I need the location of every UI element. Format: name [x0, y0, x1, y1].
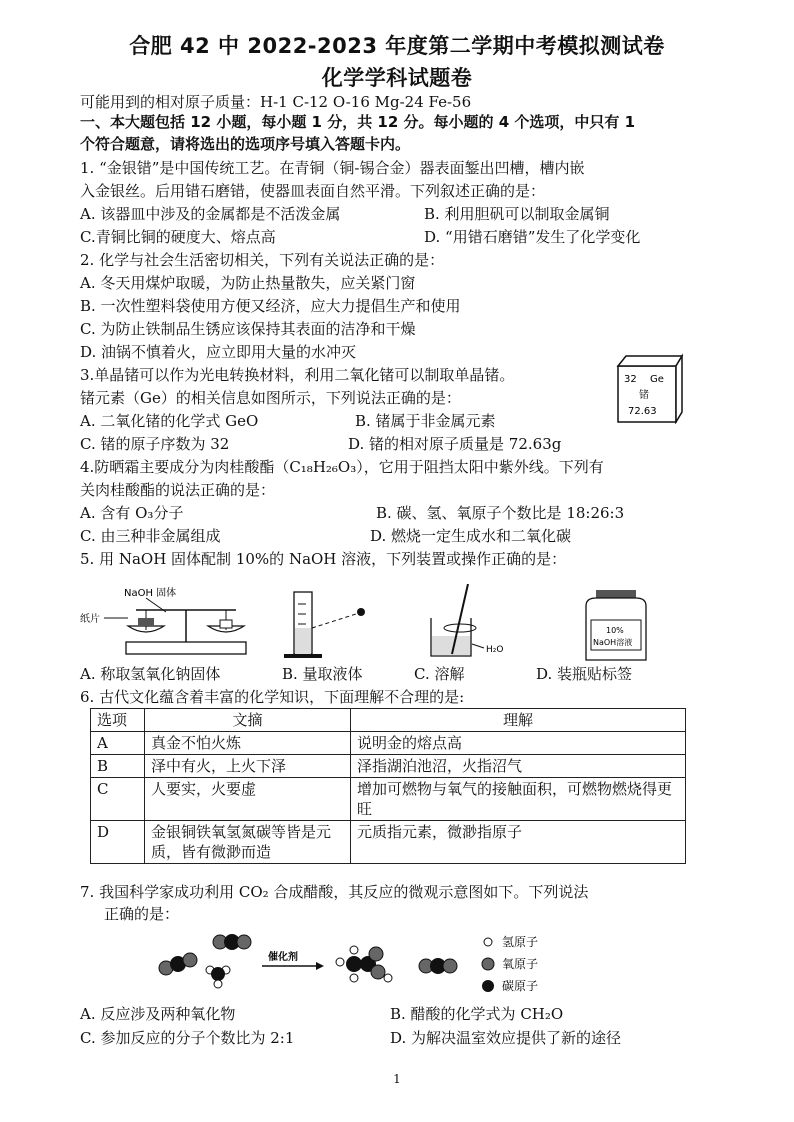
q4-stem-2: 关肉桂酸酯的说法正确的是：	[80, 481, 276, 499]
co2-molecule-icon	[213, 934, 251, 950]
q1-option-c: C.青铜比铜的硬度大、熔点高	[80, 228, 276, 246]
atomic-mass-line: 可能用到的相对原子质量：H-1 C-12 O-16 Mg-24 Fe-56	[80, 93, 472, 111]
q1-option-a: A. 该器皿中涉及的金属都是不活泼金属	[80, 205, 341, 223]
table-cell: 人要实，火要虚	[145, 778, 351, 821]
element-symbol: Ge	[650, 374, 664, 385]
balance-icon	[80, 586, 246, 654]
beaker-stirring-icon	[431, 584, 503, 656]
q3-stem-2: 锗元素（Ge）的相关信息如图所示，下列说法正确的是：	[80, 389, 461, 407]
q7-option-b: B. 醋酸的化学式为 CH₂O	[390, 1005, 564, 1023]
table-header-row	[91, 709, 686, 732]
q5-apparatus-figure	[76, 584, 696, 664]
q7-option-a: A. 反应涉及两种氧化物	[80, 1005, 236, 1023]
table-cell: B	[91, 755, 145, 778]
table-cell: C	[91, 778, 145, 821]
co2-molecule-icon	[159, 953, 197, 975]
q2-option-c: C. 为防止铁制品生锈应该保持其表面的洁净和干燥	[80, 320, 416, 338]
q3-option-d: D. 锗的相对原子质量是 72.63g	[348, 435, 562, 453]
q2-option-a: A. 冬天用煤炉取暖，为防止热量散失，应关紧门窗	[80, 274, 416, 292]
q7-stem-1: 7. 我国科学家成功利用 CO₂ 合成醋酸，其反应的微观示意图如下。下列说法	[80, 883, 589, 901]
q1-stem-2: 入金银丝。后用错石磨错，使器皿表面自然平滑。下列叙述正确的是：	[80, 182, 546, 200]
paper-label: 纸片	[80, 614, 100, 625]
q5-stem: 5. 用 NaOH 固体配制 10%的 NaOH 溶液，下列装置或操作正确的是：	[80, 550, 567, 568]
q7-stem-2: 正确的是：	[104, 905, 180, 923]
q1-option-d: D. “用错石磨错”发生了化学变化	[424, 228, 641, 246]
q1-stem-1: 1. “金银错”是中国传统工艺。在青铜（铜-锡合金）器表面錾出凹槽，槽内嵌	[80, 159, 585, 177]
table-header-cell: 选项	[91, 709, 145, 732]
q7-option-c: C. 参加反应的分子个数比为 2:1	[80, 1029, 295, 1047]
q5-option-c: C. 溶解	[414, 665, 465, 683]
q4-option-b: B. 碳、氢、氧原子个数比是 18:26:3	[376, 504, 625, 522]
q1-option-b: B. 利用胆矾可以制取金属铜	[424, 205, 610, 223]
q3-stem-1: 3.单晶锗可以作为光电转换材料，利用二氧化锗可以制取单晶锗。	[80, 366, 515, 384]
table-cell: 说明金的熔点高	[351, 732, 686, 755]
q6-stem: 6. 古代文化蕴含着丰富的化学知识，下面理解不合理的是:	[80, 688, 465, 706]
naoh-solid-label: NaOH 固体	[124, 588, 177, 599]
q7-reaction-diagram	[150, 928, 590, 998]
exam-subtitle: 化学学科试题卷	[321, 66, 473, 90]
oxygen-legend-icon	[482, 958, 494, 970]
catalyst-label: 催化剂	[268, 952, 298, 963]
graduated-cylinder-icon	[284, 592, 365, 658]
section-instructions-1: 一、本大题包括 12 小题，每小题 1 分，共 12 分。每小题的 4 个选项，中只有 1	[80, 113, 636, 131]
q3-option-a: A. 二氧化锗的化学式 GeO	[80, 412, 259, 430]
q5-option-a: A. 称取氢氧化钠固体	[80, 665, 221, 683]
q4-stem-1: 4.防晒霜主要成分为肉桂酸酯（C₁₈H₂₆O₃），它用于阻挡太阳中紫外线。下列有	[80, 458, 604, 476]
legend-oxygen: 氧原子	[502, 957, 539, 971]
q3-option-b: B. 锗属于非金属元素	[355, 412, 496, 430]
q5-option-b: B. 量取液体	[282, 665, 363, 683]
q7-option-d: D. 为解决温室效应提供了新的途径	[390, 1029, 622, 1047]
table-header-cell: 文摘	[145, 709, 351, 732]
table-cell: 泽中有火，上火下泽	[145, 755, 351, 778]
table-header-cell: 理解	[351, 709, 686, 732]
table-cell: 金银铜铁氧氢氮碳等皆是元质，皆有微渺而造	[145, 821, 351, 864]
table-cell: 增加可燃物与氧气的接触面积，可燃物燃烧得更旺	[351, 778, 686, 821]
table-cell: 元质指元素，微渺指原子	[351, 821, 686, 864]
ch4-molecule-icon	[206, 966, 230, 988]
table-cell: 真金不怕火炼	[145, 732, 351, 755]
water-label: H₂O	[486, 645, 504, 655]
q2-option-d: D. 油锅不慎着火，应立即用大量的水冲灭	[80, 343, 357, 361]
q6-table	[90, 708, 686, 864]
carbon-legend-icon	[482, 980, 494, 992]
q4-option-d: D. 燃烧一定生成水和二氧化碳	[370, 527, 572, 545]
element-name: 锗	[639, 390, 649, 401]
q2-option-b: B. 一次性塑料袋使用方便又经济，应大力提倡生产和使用	[80, 297, 461, 315]
bottle-label-percent: 10%	[606, 626, 624, 635]
q2-stem: 2. 化学与社会生活密切相关，下列有关说法正确的是：	[80, 251, 445, 269]
legend-hydrogen: 氢原子	[502, 935, 539, 949]
table-cell: 泽指湖泊池沼，火指沼气	[351, 755, 686, 778]
q3-option-c: C. 锗的原子序数为 32	[80, 435, 230, 453]
element-number: 32	[624, 374, 637, 385]
co2-molecule-icon	[419, 958, 457, 974]
page-number: 1	[393, 1072, 401, 1086]
q4-option-c: C. 由三种非金属组成	[80, 527, 221, 545]
hydrogen-legend-icon	[484, 938, 492, 946]
table-row	[91, 755, 686, 778]
q4-option-a: A. 含有 O₃分子	[80, 504, 184, 522]
table-cell: A	[91, 732, 145, 755]
exam-title: 合肥 42 中 2022-2023 年度第二学期中考模拟测试卷	[129, 34, 665, 58]
q5-option-d: D. 装瓶贴标签	[536, 665, 633, 683]
bottle-label-name: NaOH溶液	[593, 638, 633, 647]
legend-carbon: 碳原子	[502, 979, 539, 993]
acetic-acid-molecule-icon	[336, 946, 392, 982]
section-instructions-2: 个符合题意，请将选出的选项序号填入答题卡内。	[80, 135, 411, 153]
germanium-element-card	[612, 352, 684, 424]
element-mass: 72.63	[628, 406, 657, 417]
table-cell: D	[91, 821, 145, 864]
table-row	[91, 732, 686, 755]
table-row	[91, 821, 686, 864]
reagent-bottle-icon	[586, 590, 646, 660]
table-row	[91, 778, 686, 821]
